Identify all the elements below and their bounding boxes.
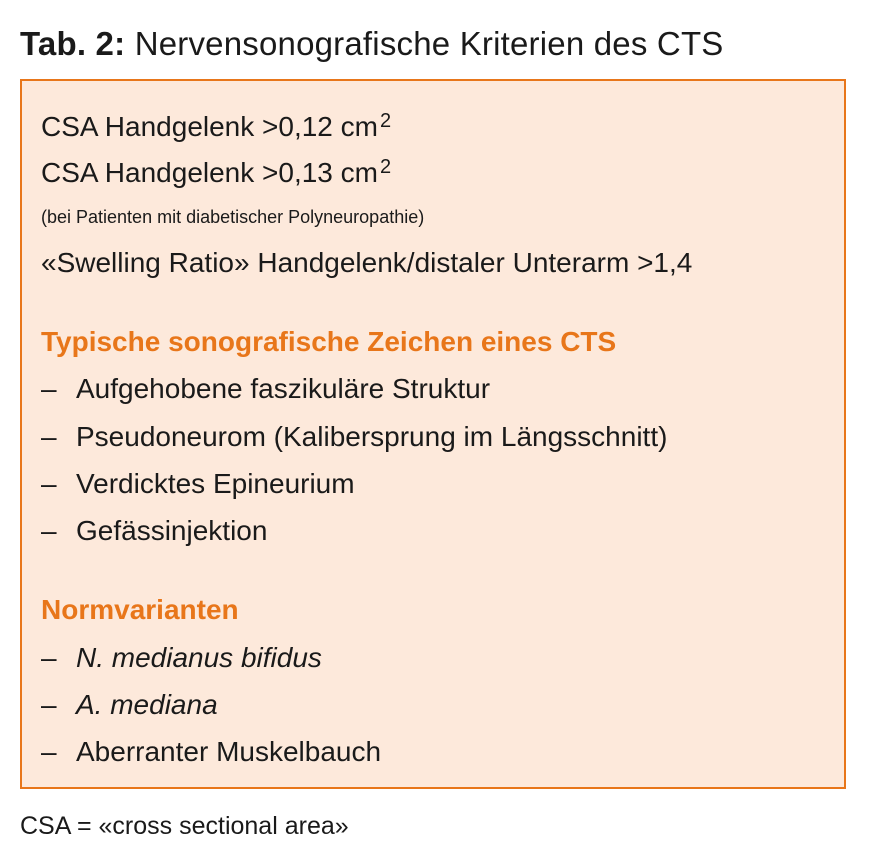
dash-bullet: – [41,689,57,720]
list-item [41,734,381,770]
list-item [41,371,490,407]
footnote: CSA = «cross sectional area» [20,812,349,840]
table-title [20,22,724,66]
dash-bullet: – [41,421,57,452]
list-item-text: Gefässinjektion [76,515,268,546]
dash-bullet: – [41,468,57,499]
dash-bullet: – [41,736,57,767]
superscript: 2 [379,156,392,178]
list-item-text: Aberranter Muskelbauch [76,736,382,767]
table-number: Tab. 2: [20,25,126,62]
dash-bullet: – [41,642,57,673]
list-item [41,513,267,549]
dash-bullet: – [41,515,57,546]
criterion-text: CSA Handgelenk >0,13 cm [41,157,378,188]
criterion-swelling-ratio: «Swelling Ratio» Handgelenk/distaler Unterarm >1,4 [41,247,693,278]
list-item-text: Verdicktes Epineurium [76,468,355,499]
list-item-text: N. medianus bifidus [76,642,322,673]
dash-bullet: – [41,373,57,404]
list-item-text: Pseudoneurom (Kalibersprung im Längsschnitt) [76,421,668,452]
list-item-text: Aufgehobene faszikuläre Struktur [76,373,491,404]
list-item-text: A. mediana [76,689,218,720]
criteria-box [20,79,846,789]
signs-heading: Typische sonografische Zeichen eines CTS [41,326,617,357]
list-item [41,640,322,676]
criterion-csa-threshold-diabetic [41,155,391,194]
criterion-csa-threshold [41,109,391,148]
list-item [41,687,218,723]
list-item [41,466,355,502]
criterion-text: CSA Handgelenk >0,12 cm [41,111,378,142]
criterion-note: (bei Patienten mit diabetischer Polyneuropathie) [41,207,425,227]
variants-heading: Normvarianten [41,594,239,625]
table-title-text: Nervensonografische Kriterien des CTS [134,25,724,62]
list-item [41,419,667,455]
superscript: 2 [379,110,392,132]
